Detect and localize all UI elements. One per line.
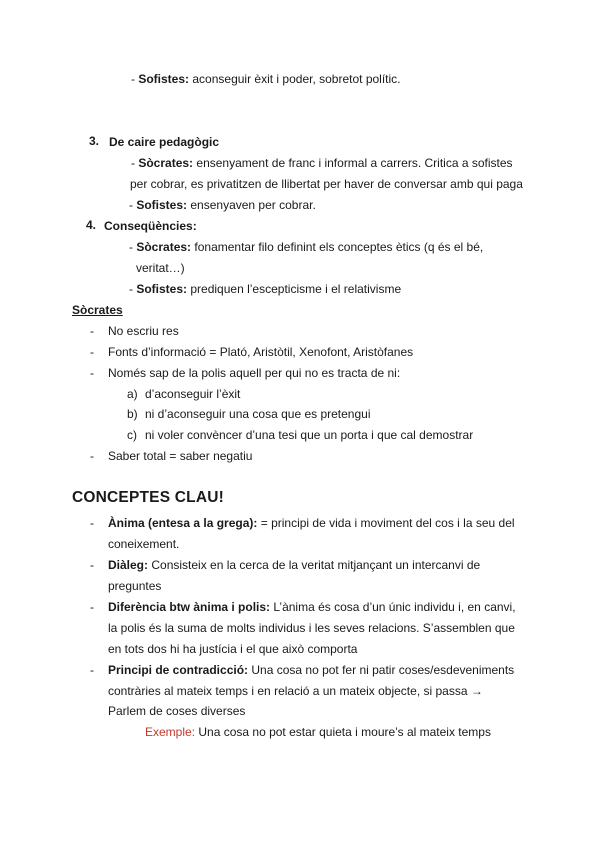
section-3-title: De caire pedagògic	[109, 135, 220, 149]
sofistes-label: Sofistes:	[138, 72, 190, 86]
list-dash: -	[90, 449, 94, 463]
sub-list-marker: c)	[127, 428, 137, 442]
principi-line1	[108, 662, 514, 678]
diferencia-line1	[108, 599, 516, 615]
list-dash: -	[90, 324, 94, 338]
section-3-number: 3.	[89, 134, 100, 148]
sofistes-text: ensenyaven per cobrar.	[190, 198, 316, 212]
section-4-number: 4.	[86, 218, 97, 232]
exemple-label: Exemple:	[145, 725, 196, 739]
list-item: Saber total = saber negatiu	[108, 449, 253, 463]
dialeg-line1	[108, 557, 480, 573]
section-3-socrates-line1: - Sòcrates: ensenyament de franc i informal a carrers. Critica a sofistes	[131, 156, 513, 170]
section-4-socrates-line1: - Sòcrates: fonamentar filo definint els conceptes ètics (q és el bé,	[129, 240, 484, 254]
list-item: Fonts d’informació = Plató, Aristòtil, Xenofont, Aristòfanes	[108, 345, 414, 359]
sofistes-label: Sofistes:	[136, 282, 188, 296]
anima-label: Ànima (entesa a la grega):	[108, 516, 258, 530]
section-4-socrates-line2: veritat…)	[136, 261, 185, 275]
sub-list-item: ni voler convèncer d’una tesi que un porta i que cal demostrar	[145, 428, 474, 442]
sofistes-text: prediquen l’escepticisme i el relativisme	[190, 282, 402, 296]
section-4-title: Conseqüències:	[104, 219, 197, 233]
socrates-text: fonamentar filo definint els conceptes ètics (q és el bé,	[194, 240, 484, 254]
principi-text: Una cosa no pot fer ni patir coses/esdeveniments	[251, 663, 515, 677]
anima-text: = principi de vida i moviment del cos i la seu del	[260, 516, 515, 530]
exemple-text: Una cosa no pot estar quieta i moure’s al mateix temps	[198, 725, 491, 739]
sofistes-text: aconseguir èxit i poder, sobretot polític.	[192, 72, 401, 86]
socrates-section-title: Sòcrates	[72, 303, 123, 317]
socrates-label: Sòcrates:	[138, 156, 194, 170]
sofistes-label: Sofistes:	[136, 198, 188, 212]
diferencia-line3: en tots dos hi ha justícia i el que això comporta	[108, 642, 358, 656]
anima-line1	[108, 515, 515, 531]
principi-line2: contràries al mateix temps i en relació a un mateix objecte, si passa →	[108, 684, 483, 698]
sub-list-item: ni d’aconseguir una cosa que es pretengui	[145, 407, 371, 421]
sub-list-marker: a)	[127, 387, 138, 401]
section-3-sofistes-line: - Sofistes: ensenyaven per cobrar.	[129, 198, 316, 212]
dialeg-line2: preguntes	[108, 579, 162, 593]
sub-list-marker: b)	[127, 407, 138, 421]
socrates-text: ensenyament de franc i informal a carrers. Critica a sofistes	[196, 156, 513, 170]
anima-line2: coneixement.	[108, 537, 180, 551]
list-dash: -	[90, 516, 94, 530]
dialeg-text: Consisteix en la cerca de la veritat mitjançant un intercanvi de	[151, 558, 481, 572]
section-3-socrates-line2: per cobrar, es privatitzen de llibertat per haver de conversar amb qui paga	[130, 177, 523, 191]
list-item: Només sap de la polis aquell per qui no es tracta de ni:	[108, 366, 401, 380]
concepts-heading: CONCEPTES CLAU!	[72, 489, 224, 506]
list-dash: -	[90, 345, 94, 359]
list-dash: -	[90, 558, 94, 572]
intro-sofistes-line: - Sofistes: aconseguir èxit i poder, sobretot polític.	[131, 72, 401, 86]
sub-list-item: d’aconseguir l’èxit	[145, 387, 241, 401]
diferencia-line2: la polis és la suma de molts individus i les seves relacions. S’assemblen que	[108, 621, 515, 635]
diferencia-label: Diferència btw ànima i polis:	[108, 600, 271, 614]
socrates-label: Sòcrates:	[136, 240, 192, 254]
list-item: No escriu res	[108, 324, 179, 338]
section-4-sofistes-line: - Sofistes: prediquen l’escepticisme i el relativisme	[129, 282, 402, 296]
dialeg-label: Diàleg:	[108, 558, 149, 572]
diferencia-text: L’ànima és cosa d’un únic individu i, en canvi,	[273, 600, 516, 614]
list-dash: -	[90, 366, 94, 380]
exemple-line	[145, 724, 491, 740]
principi-label: Principi de contradicció:	[108, 663, 249, 677]
list-dash: -	[90, 600, 94, 614]
principi-line3: Parlem de coses diverses	[108, 704, 246, 718]
list-dash: -	[90, 663, 94, 677]
